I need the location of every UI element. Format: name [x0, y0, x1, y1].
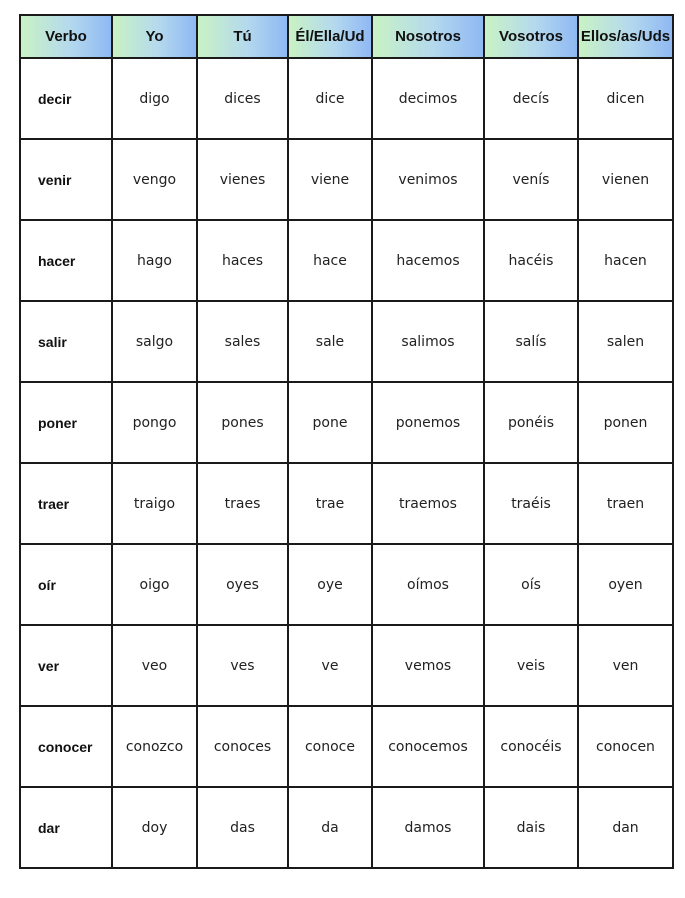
vosotros-cell: ponéis — [484, 382, 578, 463]
verb-cell: venir — [20, 139, 112, 220]
verb-cell: hacer — [20, 220, 112, 301]
tu-cell: vienes — [197, 139, 288, 220]
header-yo: Yo — [112, 15, 197, 58]
verb-cell: salir — [20, 301, 112, 382]
ellos-cell: dan — [578, 787, 673, 868]
tu-cell: traes — [197, 463, 288, 544]
header-verbo: Verbo — [20, 15, 112, 58]
yo-cell: conozco — [112, 706, 197, 787]
el-cell: ve — [288, 625, 372, 706]
table-row — [20, 58, 673, 139]
yo-cell: salgo — [112, 301, 197, 382]
el-cell: pone — [288, 382, 372, 463]
table-row — [20, 139, 673, 220]
el-cell: dice — [288, 58, 372, 139]
nosotros-cell: vemos — [372, 625, 484, 706]
ellos-cell: conocen — [578, 706, 673, 787]
nosotros-cell: hacemos — [372, 220, 484, 301]
verb-cell: decir — [20, 58, 112, 139]
header-ellos-as-uds: Ellos/as/Uds — [578, 15, 673, 58]
verb-cell: poner — [20, 382, 112, 463]
verb-cell: dar — [20, 787, 112, 868]
table-row — [20, 706, 673, 787]
header-el-ella-ud: Él/Ella/Ud — [288, 15, 372, 58]
el-cell: da — [288, 787, 372, 868]
el-cell: trae — [288, 463, 372, 544]
tu-cell: das — [197, 787, 288, 868]
ellos-cell: vienen — [578, 139, 673, 220]
tu-cell: dices — [197, 58, 288, 139]
nosotros-cell: traemos — [372, 463, 484, 544]
table-row — [20, 220, 673, 301]
yo-cell: pongo — [112, 382, 197, 463]
table-row — [20, 463, 673, 544]
yo-cell: vengo — [112, 139, 197, 220]
tu-cell: haces — [197, 220, 288, 301]
yo-cell: veo — [112, 625, 197, 706]
vosotros-cell: traéis — [484, 463, 578, 544]
vosotros-cell: oís — [484, 544, 578, 625]
header-tu: Tú — [197, 15, 288, 58]
ellos-cell: traen — [578, 463, 673, 544]
verb-cell: oír — [20, 544, 112, 625]
vosotros-cell: veis — [484, 625, 578, 706]
yo-cell: traigo — [112, 463, 197, 544]
table-row — [20, 787, 673, 868]
ellos-cell: ven — [578, 625, 673, 706]
header-vosotros: Vosotros — [484, 15, 578, 58]
nosotros-cell: decimos — [372, 58, 484, 139]
verb-cell: conocer — [20, 706, 112, 787]
tu-cell: ves — [197, 625, 288, 706]
yo-cell: digo — [112, 58, 197, 139]
table-body — [20, 58, 673, 868]
ellos-cell: salen — [578, 301, 673, 382]
tu-cell: conoces — [197, 706, 288, 787]
yo-cell: doy — [112, 787, 197, 868]
vosotros-cell: decís — [484, 58, 578, 139]
conjugation-table — [19, 14, 674, 869]
table-row — [20, 382, 673, 463]
table-row — [20, 301, 673, 382]
vosotros-cell: dais — [484, 787, 578, 868]
table-row — [20, 625, 673, 706]
verb-cell: ver — [20, 625, 112, 706]
el-cell: hace — [288, 220, 372, 301]
el-cell: viene — [288, 139, 372, 220]
table-header — [20, 15, 673, 58]
ellos-cell: dicen — [578, 58, 673, 139]
vosotros-cell: hacéis — [484, 220, 578, 301]
nosotros-cell: oímos — [372, 544, 484, 625]
vosotros-cell: venís — [484, 139, 578, 220]
nosotros-cell: salimos — [372, 301, 484, 382]
verb-cell: traer — [20, 463, 112, 544]
yo-cell: oigo — [112, 544, 197, 625]
el-cell: conoce — [288, 706, 372, 787]
header-row — [20, 15, 673, 58]
table-row — [20, 544, 673, 625]
header-nosotros: Nosotros — [372, 15, 484, 58]
nosotros-cell: venimos — [372, 139, 484, 220]
yo-cell: hago — [112, 220, 197, 301]
vosotros-cell: conocéis — [484, 706, 578, 787]
ellos-cell: hacen — [578, 220, 673, 301]
ellos-cell: oyen — [578, 544, 673, 625]
nosotros-cell: conocemos — [372, 706, 484, 787]
el-cell: oye — [288, 544, 372, 625]
nosotros-cell: damos — [372, 787, 484, 868]
tu-cell: oyes — [197, 544, 288, 625]
el-cell: sale — [288, 301, 372, 382]
tu-cell: pones — [197, 382, 288, 463]
ellos-cell: ponen — [578, 382, 673, 463]
tu-cell: sales — [197, 301, 288, 382]
vosotros-cell: salís — [484, 301, 578, 382]
nosotros-cell: ponemos — [372, 382, 484, 463]
